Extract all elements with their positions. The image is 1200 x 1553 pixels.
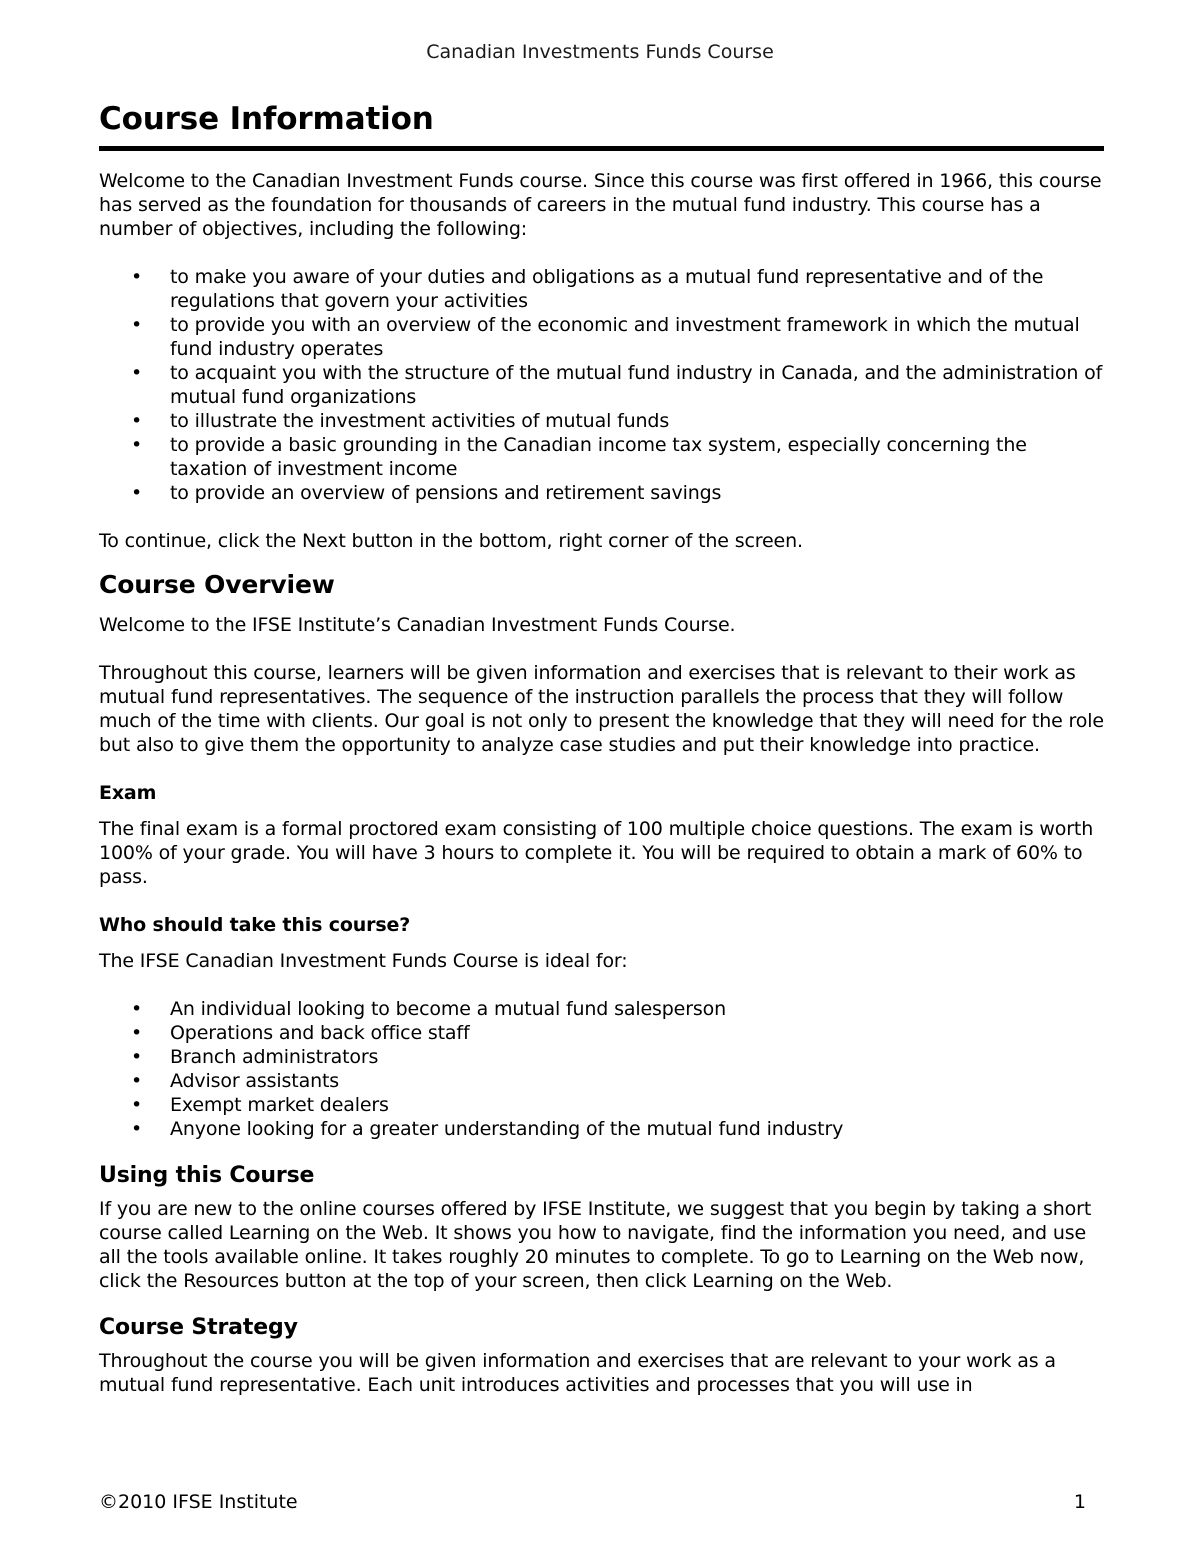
audience-intro: The IFSE Canadian Investment Funds Course is ideal for:	[99, 950, 628, 972]
bullet-icon: •	[131, 410, 143, 432]
course-overview-heading: Course Overview	[99, 570, 335, 599]
using-course-text: If you are new to the online courses offered by IFSE Institute, we suggest that you begin by taking a short course called Learning on the Web. It shows you how to navigate, find the information you need, and use all the tools available online. It takes roughly 20 minutes to complete. To go to Learning on the Web now, click the Resources button at the top of your screen, then click Learning on the Web.	[99, 1198, 1092, 1292]
list-item: • to provide you with an overview of the economic and investment framework in which the mutual fund industry operates	[131, 314, 1080, 360]
list-item: • to acquaint you with the structure of the mutual fund industry in Canada, and the administration of mutual fund organizations	[131, 362, 1103, 408]
continue-instruction: To continue, click the Next button in the bottom, right corner of the screen.	[99, 530, 803, 552]
exam-heading: Exam	[99, 782, 157, 804]
list-item: • Operations and back office staff	[131, 1022, 470, 1044]
bullet-icon: •	[131, 314, 143, 336]
bullet-icon: •	[131, 434, 143, 456]
using-course-heading: Using this Course	[99, 1163, 315, 1188]
course-information-heading: Course Information	[99, 98, 1104, 151]
list-item: • An individual looking to become a mutual fund salesperson	[131, 998, 726, 1020]
list-item: • to provide a basic grounding in the Canadian income tax system, especially concerning the taxation of investment income	[131, 434, 1027, 480]
bullet-icon: •	[131, 1022, 143, 1044]
list-item: • to illustrate the investment activities of mutual funds	[131, 410, 670, 432]
list-item: • to make you aware of your duties and obligations as a mutual fund representative and of the regulations that govern your activities	[131, 266, 1044, 312]
bullet-icon: •	[131, 362, 143, 384]
bullet-icon: •	[131, 1118, 143, 1140]
course-strategy-text: Throughout the course you will be given information and exercises that are relevant to your work as a mutual fund representative. Each unit introduces activities and processes that you will use in	[99, 1350, 1056, 1396]
course-overview-body: Throughout this course, learners will be given information and exercises that is relevant to their work as mutual fund representatives. The sequence of the instruction parallels the process that they will follow much of the time with clients. Our goal is not only to present the knowledge that they will need for the role but also to give them the opportunity to analyze case studies and put their knowledge into practice.	[99, 662, 1104, 756]
bullet-icon: •	[131, 482, 143, 504]
exam-text: The final exam is a formal proctored exam consisting of 100 multiple choice questions. The exam is worth 100% of your grade. You will have 3 hours to complete it. You will be required to obtain a mark of 60% to pass.	[99, 818, 1094, 888]
who-should-take-heading: Who should take this course?	[99, 914, 411, 936]
list-item: • to provide an overview of pensions and retirement savings	[131, 482, 722, 504]
bullet-icon: •	[131, 1046, 143, 1068]
bullet-icon: •	[131, 1070, 143, 1092]
list-item: • Branch administrators	[131, 1046, 379, 1068]
page-content	[99, 98, 1104, 1397]
bullet-icon: •	[131, 998, 143, 1020]
running-header: Canadian Investments Funds Course	[426, 41, 774, 63]
bullet-icon: •	[131, 266, 143, 288]
course-strategy-heading: Course Strategy	[99, 1315, 298, 1340]
course-overview-welcome: Welcome to the IFSE Institute’s Canadian Investment Funds Course.	[99, 614, 736, 636]
objectives-list	[99, 265, 1104, 505]
bullet-icon: •	[131, 1094, 143, 1116]
list-item: • Exempt market dealers	[131, 1094, 389, 1116]
course-information-intro: Welcome to the Canadian Investment Funds course. Since this course was first offered in 1966, this course has served as the foundation for thousands of careers in the mutual fund industry. This course has a number of objectives, including the following:	[99, 170, 1102, 240]
list-item: • Anyone looking for a greater understanding of the mutual fund industry	[131, 1118, 844, 1140]
page-number: 1	[1073, 1491, 1086, 1513]
list-item: • Advisor assistants	[131, 1070, 340, 1092]
footer-copyright: ©2010 IFSE Institute	[99, 1491, 298, 1513]
audience-list	[99, 997, 1104, 1141]
